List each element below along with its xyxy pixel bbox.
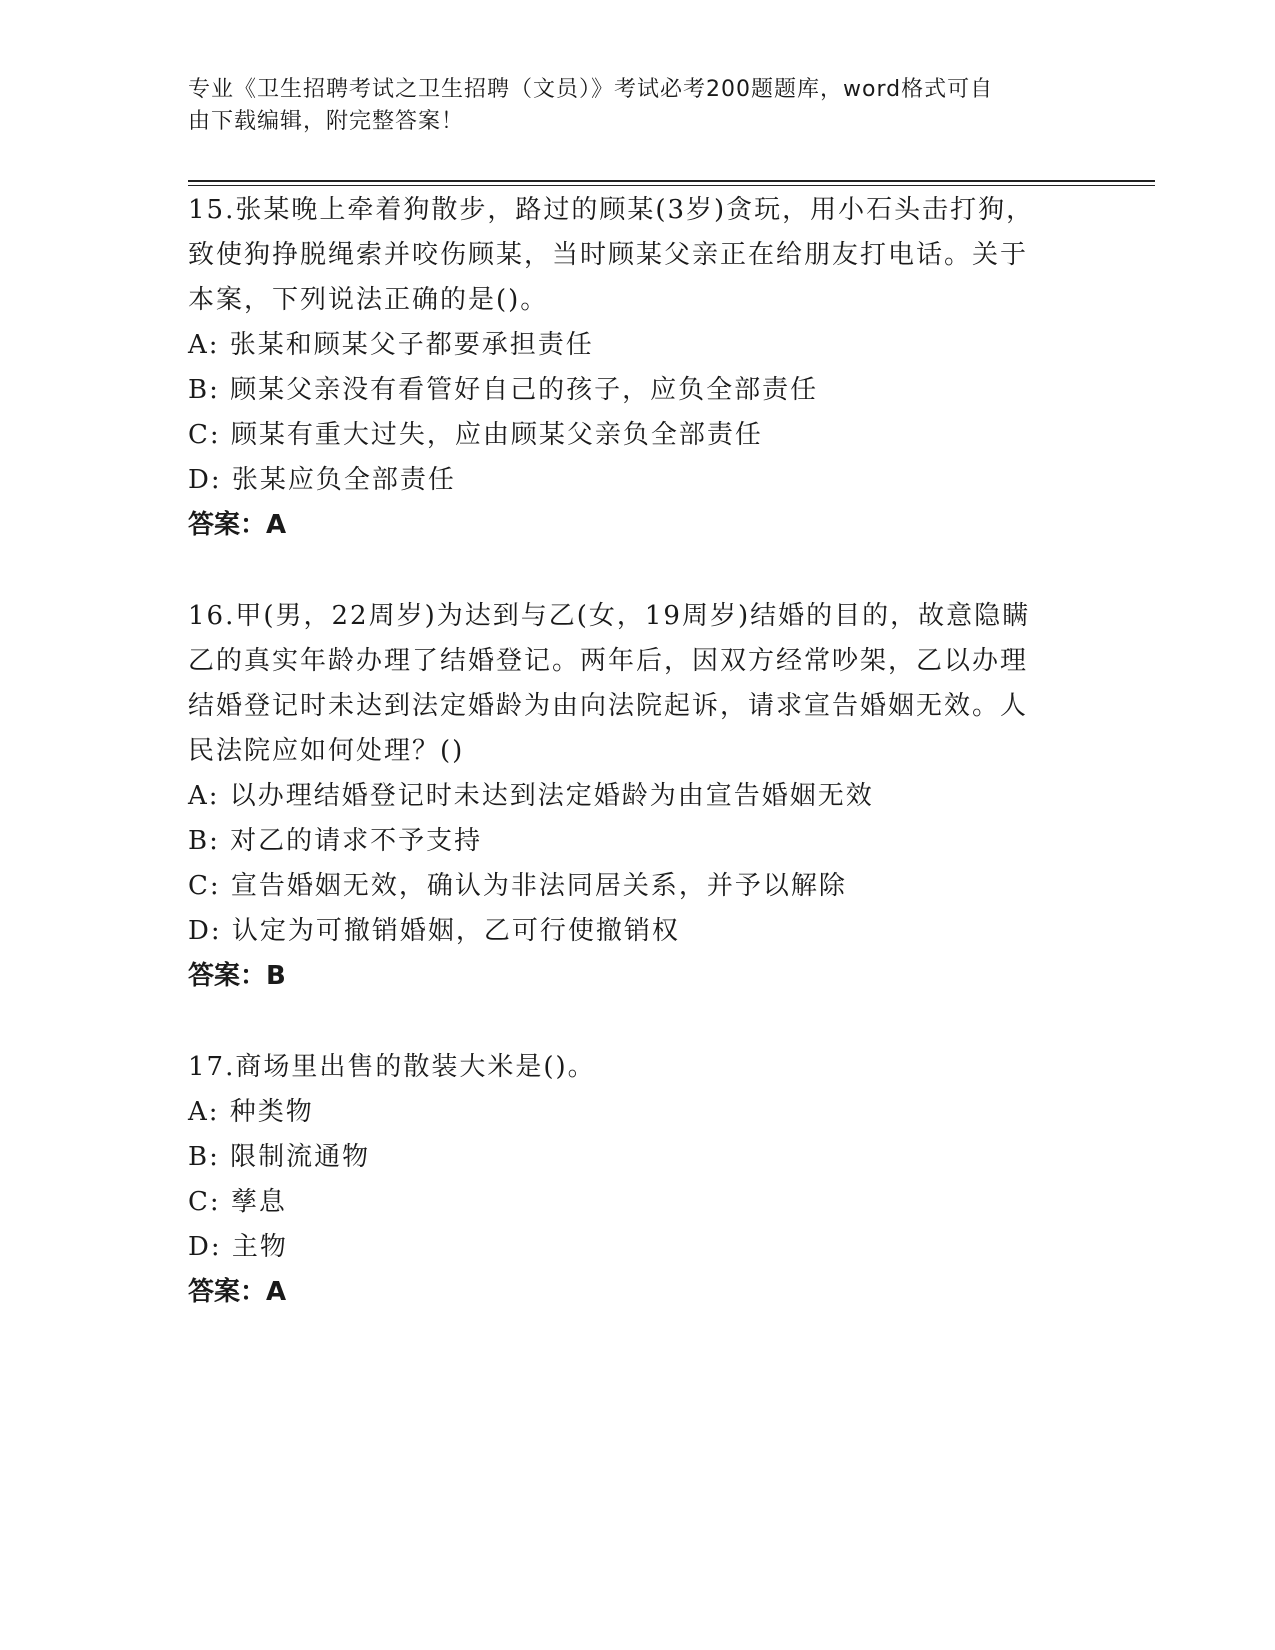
option-d: D: 认定为可撤销婚姻，乙可行使撤销权 xyxy=(188,916,680,946)
header-line-2: 由下载编辑，附完整答案！ xyxy=(188,109,465,134)
answer-value: B xyxy=(266,961,286,991)
document-header xyxy=(188,74,1068,138)
option-a: A: 以办理结婚登记时未达到法定婚龄为由宣告婚姻无效 xyxy=(188,781,874,811)
header-divider-thick xyxy=(188,180,1155,182)
option-b: B: 限制流通物 xyxy=(188,1142,371,1172)
option-d: D: 主物 xyxy=(188,1232,288,1262)
header-divider-thin xyxy=(188,185,1155,186)
option-d: D: 张某应负全部责任 xyxy=(188,465,456,495)
question-line: 17.商场里出售的散装大米是()。 xyxy=(188,1052,596,1082)
question-line: 16.甲(男，22周岁)为达到与乙(女，19周岁)结婚的目的，故意隐瞒 xyxy=(188,601,1031,631)
answer-label: 答案： xyxy=(188,961,267,991)
question-line: 15.张某晚上牵着狗散步，路过的顾某(3岁)贪玩，用小石头击打狗， xyxy=(188,195,1035,225)
option-b: B: 对乙的请求不予支持 xyxy=(188,826,483,856)
answer-line xyxy=(188,503,1088,548)
question-line: 结婚登记时未达到法定婚龄为由向法院起诉，请求宣告婚姻无效。人 xyxy=(188,691,1029,721)
answer-label: 答案： xyxy=(188,510,267,540)
spacer xyxy=(188,548,1088,594)
question-17 xyxy=(188,1045,1088,1315)
option-c: C: 孳息 xyxy=(188,1187,287,1217)
header-line-1: 专业《卫生招聘考试之卫生招聘（文员）》考试必考200题题库，word格式可自 xyxy=(188,77,994,102)
option-a: A: 张某和顾某父子都要承担责任 xyxy=(188,330,594,360)
question-line: 致使狗挣脱绳索并咬伤顾某，当时顾某父亲正在给朋友打电话。关于 xyxy=(188,240,1029,270)
question-list xyxy=(188,188,1088,1315)
answer-value: A xyxy=(266,1277,287,1307)
spacer xyxy=(188,999,1088,1045)
option-b: B: 顾某父亲没有看管好自己的孩子，应负全部责任 xyxy=(188,375,819,405)
option-c: C: 顾某有重大过失，应由顾某父亲负全部责任 xyxy=(188,420,763,450)
question-15 xyxy=(188,188,1088,548)
answer-line xyxy=(188,1270,1088,1315)
question-line: 民法院应如何处理？() xyxy=(188,736,465,766)
option-c: C: 宣告婚姻无效，确认为非法同居关系，并予以解除 xyxy=(188,871,847,901)
option-a: A: 种类物 xyxy=(188,1097,314,1127)
answer-label: 答案： xyxy=(188,1277,267,1307)
answer-value: A xyxy=(266,510,287,540)
question-line: 乙的真实年龄办理了结婚登记。两年后，因双方经常吵架，乙以办理 xyxy=(188,646,1029,676)
question-16 xyxy=(188,594,1088,999)
question-line: 本案，下列说法正确的是()。 xyxy=(188,285,549,315)
answer-line xyxy=(188,954,1088,999)
